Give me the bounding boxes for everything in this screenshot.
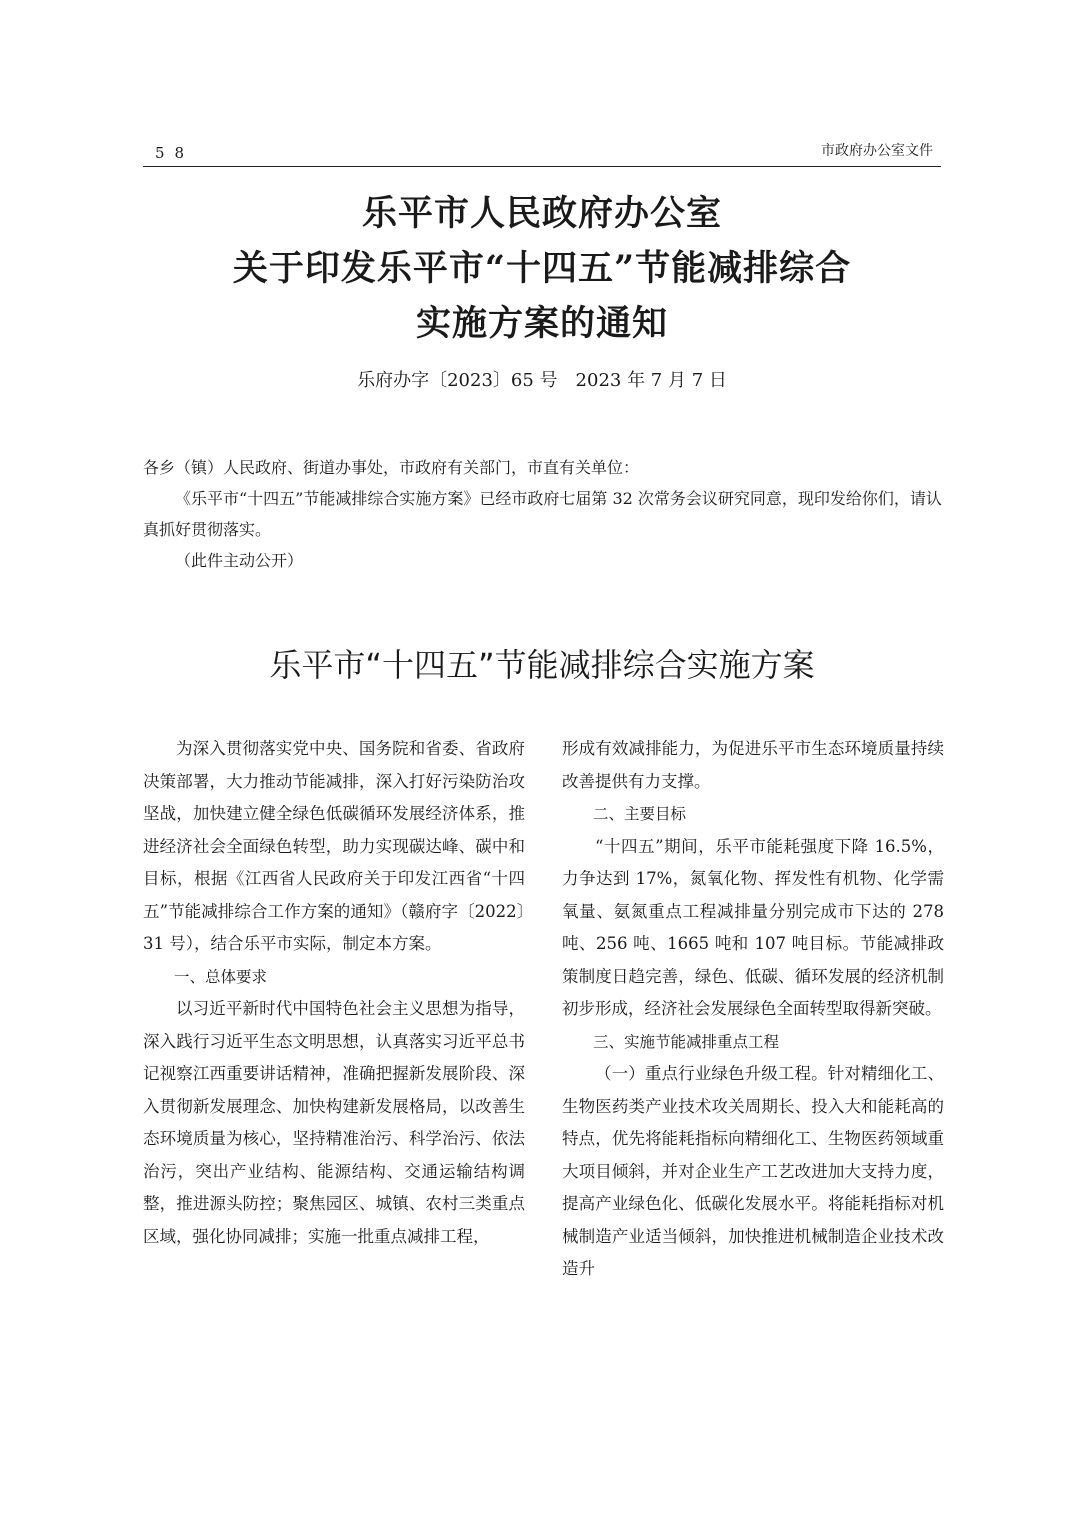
document-type-label: 市政府办公室文件 xyxy=(821,143,933,159)
plan-title: 乐平市“十四五”节能减排综合实施方案 xyxy=(269,646,815,684)
running-header xyxy=(143,138,941,167)
addressee: 各乡（镇）人民政府、街道办事处，市政府有关部门，市直有关单位： xyxy=(143,458,640,477)
notice-body xyxy=(143,452,943,576)
right-column xyxy=(562,733,944,1286)
section-paragraph: 以习近平新时代中国特色社会主义思想为指导，深入践行习近平生态文明思想，认真落实习近平总书记视察江西重要讲话精神，准确把握新发展阶段、深入贯彻新发展理念、加快构建新发展格局，以改善生态环境质量为核心，坚持精准治污、科学治污、依法治污，突出产业结构、能源结构、交通运输结构调整，推进源头防控；聚焦园区、城镇、农村三类重点区域，强化协同减排；实施一批重点减排工程， xyxy=(143,999,525,1246)
left-column xyxy=(143,733,525,1253)
section-heading: 二、主要目标 xyxy=(593,805,687,823)
notice-title xyxy=(143,186,941,351)
notice-paragraph: 《乐平市“十四五”节能减排综合实施方案》已经市政府七届第 32 次常务会议研究同意，现印发给你们，请认真抓好贯彻落实。 xyxy=(143,489,942,539)
title-line: 实施方案的通知 xyxy=(415,303,668,344)
section-paragraph: （一）重点行业绿色升级工程。针对精细化工、生物医药类产业技术攻关周期长、投入大和能耗高的特点，优先将能耗指标向精细化工、生物医药领域重大项目倾斜，并对企业生产工艺改进加大支持力度，提高产业绿色化、低碳化发展水平。将能耗指标对机械制造产业适当倾斜，加快推进机械制造企业技术改造升 xyxy=(562,1064,944,1278)
intro-paragraph: 为深入贯彻落实党中央、国务院和省委、省政府决策部署，大力推动节能减排，深入打好污染防治攻坚战，加快建立健全绿色低碳循环发展经济体系，推进经济社会全面绿色转型，助力实现碳达峰、碳中和目标，根据《江西省人民政府关于印发江西省“十四五”节能减排综合工作方案的通知》（赣府字〔2022〕31 号），结合乐平市实际，制定本方案。 xyxy=(143,739,525,953)
page-number: 58 xyxy=(155,144,195,162)
section-paragraph: “十四五”期间，乐平市能耗强度下降 16.5%，力争达到 17%，氮氧化物、挥发性有机物、化学需氧量、氨氮重点工程减排量分别完成市下达的 278 吨、256 吨、1665 吨和 107 吨目标。节能减排政策制度日趋完善，绿色、低碳、循环发展的经济机制初步形成，经济社会发展绿色全面转型取得新突破。 xyxy=(562,836,944,1018)
title-line: 乐平市人民政府办公室 xyxy=(361,193,722,234)
continued-paragraph: 形成有效减排能力，为促进乐平市生态环境质量持续改善提供有力支撑。 xyxy=(562,739,944,791)
section-heading: 一、总体要求 xyxy=(174,967,268,986)
document-number-date: 乐府办字〔2023〕65 号 2023 年 7 月 7 日 xyxy=(357,370,727,391)
public-note: （此件主动公开） xyxy=(175,551,304,570)
title-line: 关于印发乐平市“十四五”节能减排综合 xyxy=(232,248,852,289)
section-heading: 三、实施节能减排重点工程 xyxy=(593,1032,780,1051)
